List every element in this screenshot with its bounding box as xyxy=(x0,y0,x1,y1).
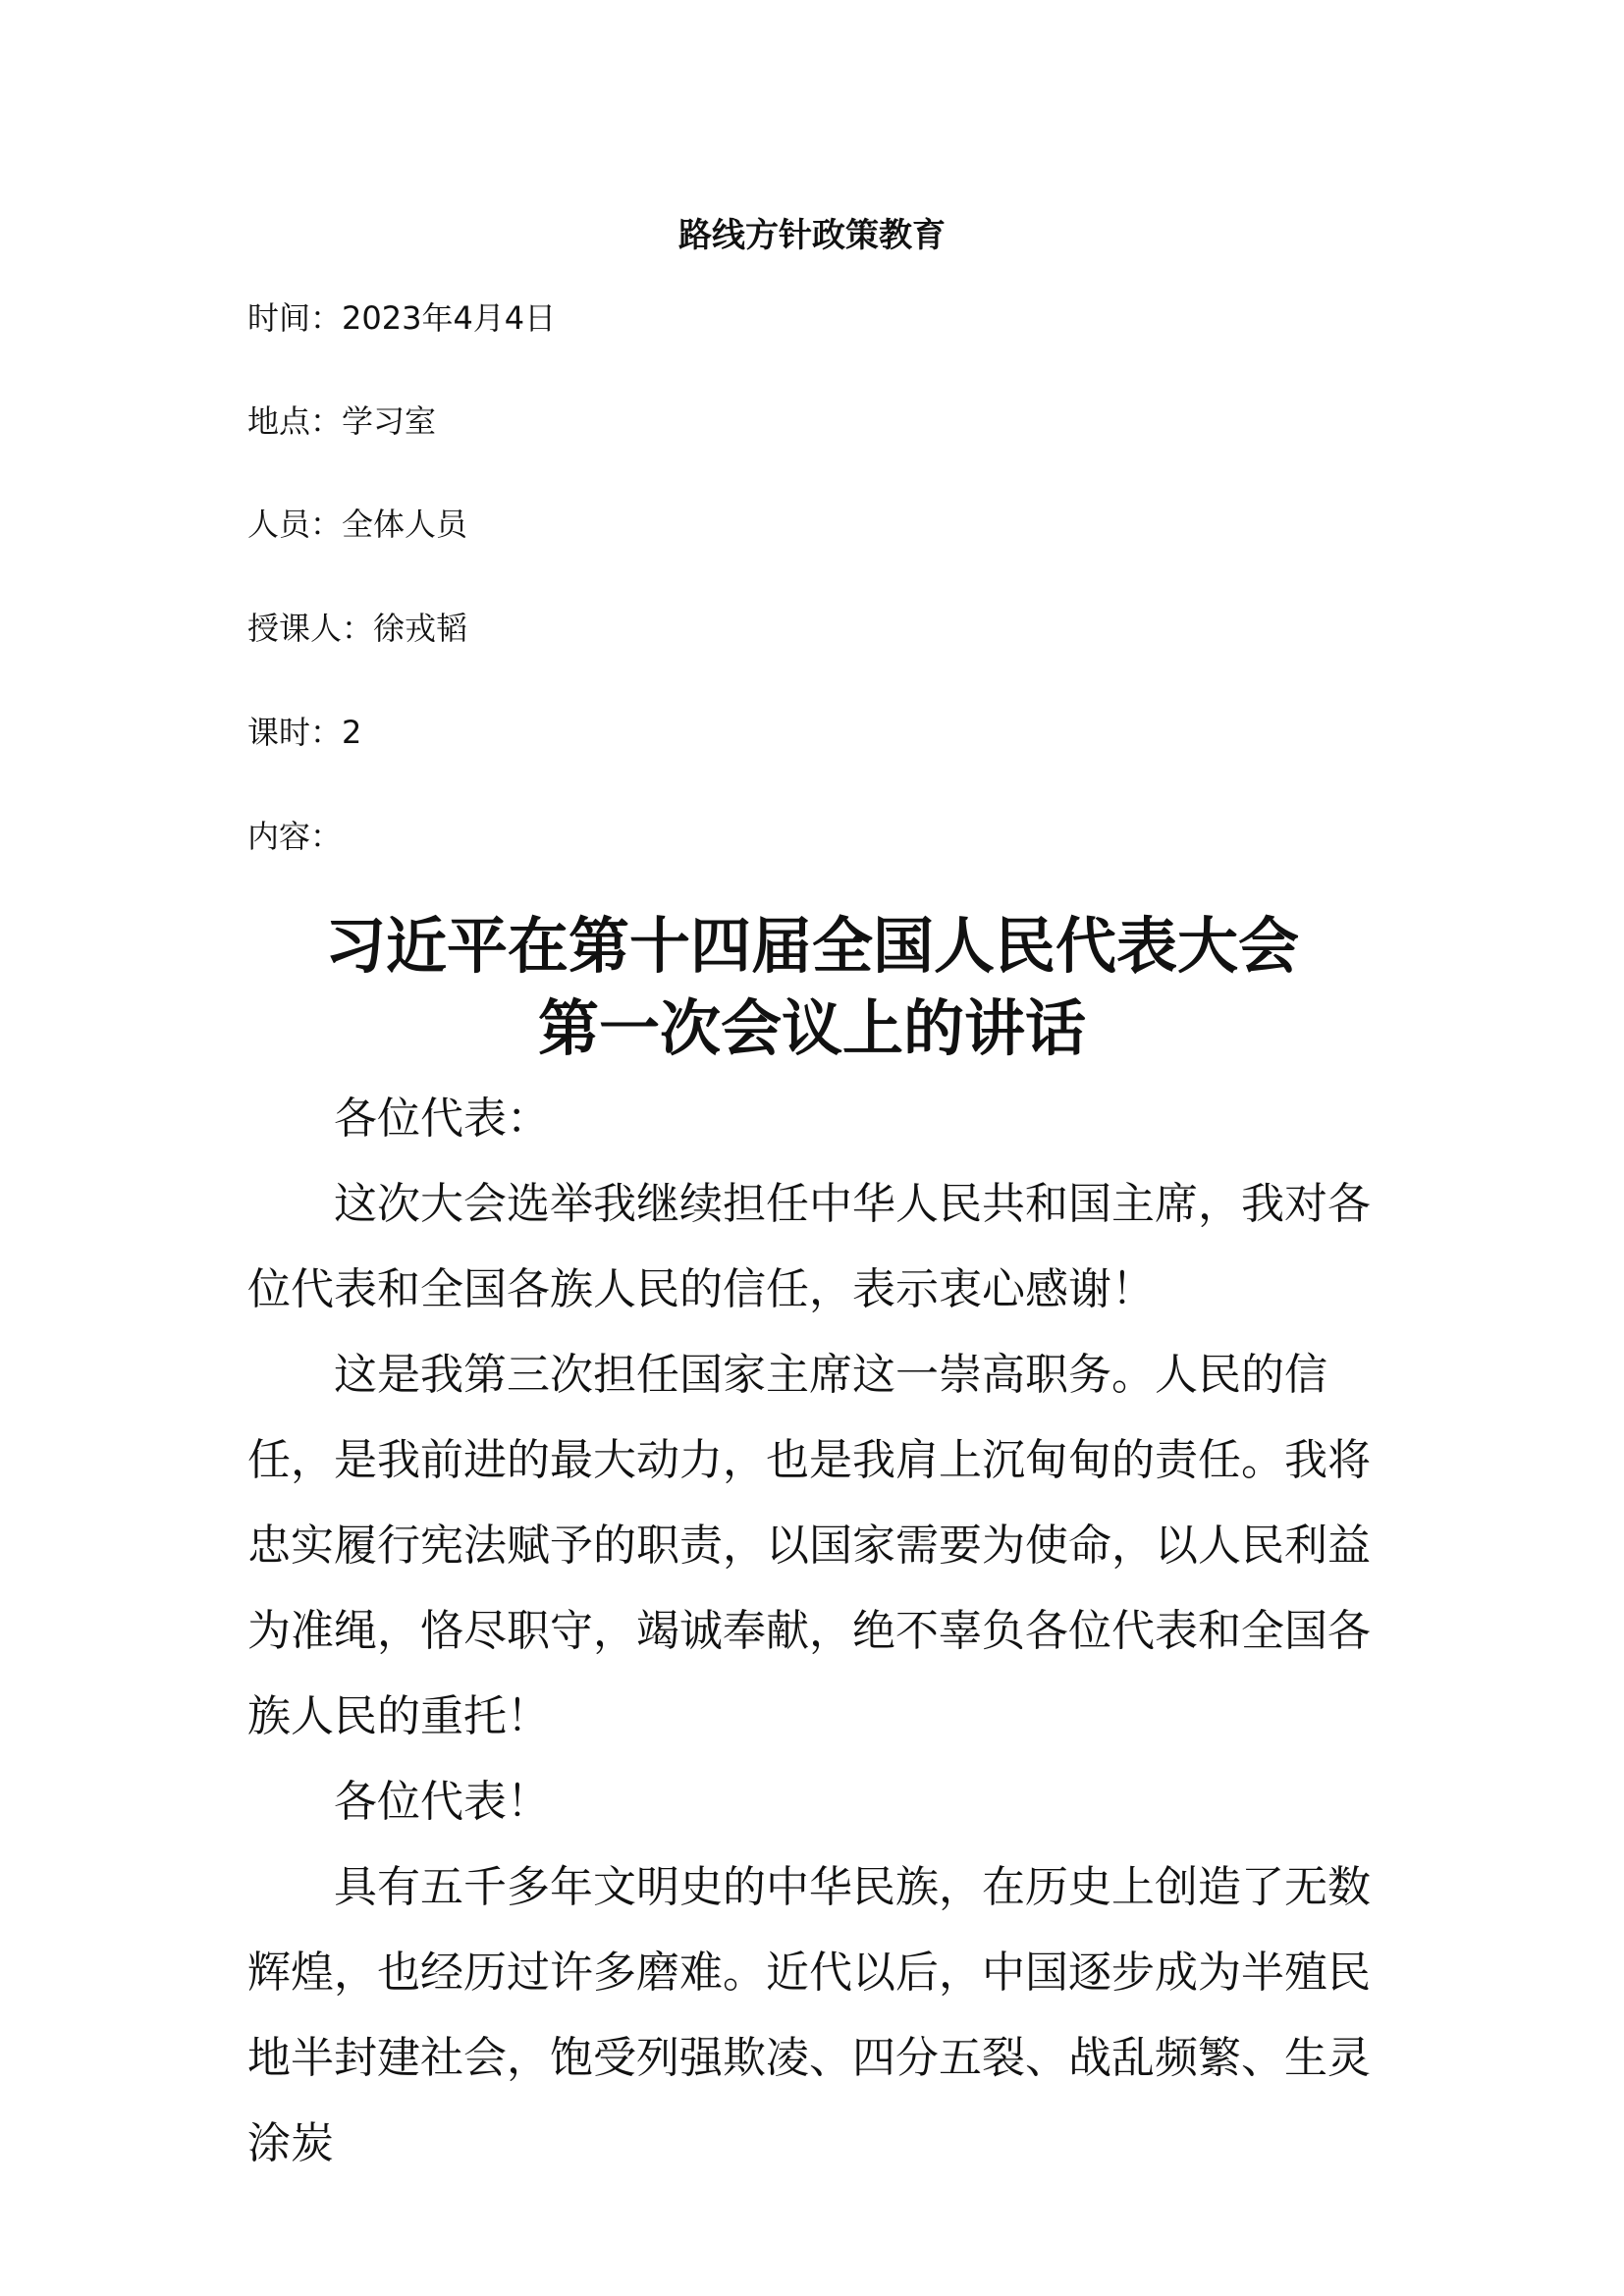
speech-title-line-1: 习近平在第十四届全国人民代表大会 xyxy=(324,910,1299,982)
meta-lecturer: 授课人：徐戎韬 xyxy=(247,610,468,647)
speech-paragraph: 各位代表： xyxy=(334,1094,550,1144)
speech-paragraph: 这次大会选举我继续担任中华人民共和国主席，我对各位代表和全国各族人民的信任，表示衷心感谢！ xyxy=(247,1179,1371,1314)
speech-paragraph: 各位代表！ xyxy=(334,1777,550,1827)
document-title: 路线方针政策教育 xyxy=(678,216,946,255)
speech-title-line-2: 第一次会议上的讲话 xyxy=(537,992,1086,1064)
meta-location: 地点：学习室 xyxy=(247,402,437,440)
meta-hours: 课时：2 xyxy=(247,714,362,751)
meta-time: 时间：2023年4月4日 xyxy=(247,299,557,337)
meta-attendees: 人员：全体人员 xyxy=(247,506,468,543)
speech-paragraph: 这是我第三次担任国家主席这一崇高职务。人民的信任，是我前进的最大动力，也是我肩上沉甸甸的责任。我将忠实履行宪法赋予的职责，以国家需要为使命，以人民利益为准绳，恪尽职守，竭诚奉献，绝不辜负各位代表和全国各族人民的重托！ xyxy=(247,1350,1371,1741)
meta-content-label: 内容： xyxy=(247,818,343,855)
speech-paragraph: 具有五千多年文明史的中华民族，在历史上创造了无数辉煌，也经历过许多磨难。近代以后，中国逐步成为半殖民地半封建社会，饱受列强欺凌、四分五裂、战乱频繁、生灵涂炭 xyxy=(247,1862,1371,2168)
